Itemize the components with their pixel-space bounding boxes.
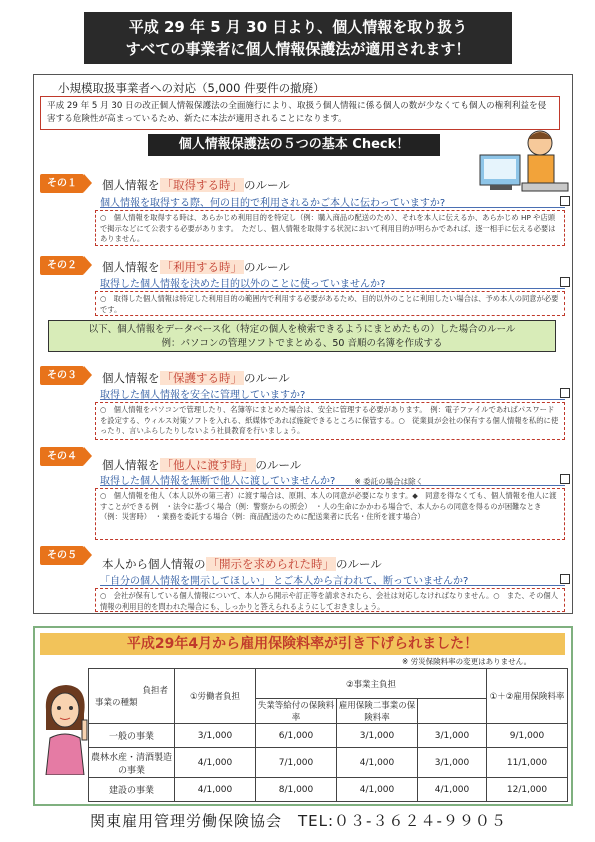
banner-line-2: すべての事業者に個人情報保護法が適用されます！ <box>125 40 471 58</box>
rule-5-detail: ○ 会社が保有している個人情報について、本人から開示や訂正等を請求されたら、会社は対応しなければなりません。○ また、その個人情報の利用目的を問われた場合にも、しっかりと答えられるようにしておきましょう。 <box>95 588 565 612</box>
rule-3-question: 取得した個人情報を安全に管理していますか? <box>100 390 306 401</box>
rule-2-title: 個人情報を 「利用する時」 のルール <box>102 260 290 274</box>
rule-5-tag: その５ <box>40 546 84 565</box>
table-row: 農林水産・清酒製造の事業 4/1,000 7/1,000 4/1,000 3/1,000 11/1,000 <box>89 748 568 778</box>
rule-4-checkbox[interactable] <box>560 474 570 484</box>
insurance-title: 平成29年4月から雇用保険料率が引き下げられました！ <box>40 633 565 655</box>
rule-1-question: 個人情報を取得する際、何の目的で利用されるかご本人に伝わっていますか? <box>100 198 446 209</box>
header-banner <box>84 12 512 64</box>
rule-4-underline <box>100 485 565 486</box>
header-employer: ②事業主負担 <box>256 669 487 699</box>
check-title: 個人情報保護法の５つの基本 Check！ <box>148 134 440 156</box>
database-rule-line-2: 例：パソコンの管理ソフトでまとめる、50 音順の名簿を作成する <box>161 338 443 349</box>
rule-4-tag: その４ <box>40 447 84 466</box>
rule-4-detail: ○ 個人情報を他人（本人以外の第三者）に渡す場合は、原則、本人の同意が必要になります。◆ 同意を得なくても、個人情報を他人に渡すことができる例 ・法令に基づく場合（例：警察からの照会） ・人の生命にかかわる場合で、本人からの同意を得るのが困難なとき（例：災害時） ・業務を委託する場合（例：商品配送のために配送業者に氏名・住所を渡す場合） <box>95 488 565 540</box>
header-unemployment: 失業等給付の保険料率 <box>256 699 337 724</box>
rule-1-tag: その１ <box>40 174 84 193</box>
section-subtitle: 小規模取扱事業者への対応（5,000 件要件の撤廃） <box>58 81 325 95</box>
table-row: 建設の事業 4/1,000 8/1,000 4/1,000 4/1,000 12/1,000 <box>89 778 568 802</box>
rule-1-checkbox[interactable] <box>560 196 570 206</box>
rule-1-title: 個人情報を 「取得する時」 のルール <box>102 178 290 192</box>
rule-4-note: ※ 委託の場合は除く <box>354 477 424 486</box>
rule-2-question: 取得した個人情報を決めた目的以外のことに使っていませんか? <box>100 279 386 290</box>
pointing-woman-illustration <box>38 680 93 775</box>
rule-2-underline <box>100 288 565 289</box>
rule-3-detail: ○ 個人情報をパソコンで管理したり、名簿等にまとめた場合は、安全に管理する必要があります。 例：電子ファイルであればパスワードを設定する、ウィルス対策ソフトを入れる、紙媒体であれば施錠できるところに保管する。○ 従業員が会社の保有する個人情報を私的に使ったり、言いふらしたりしないよう社員教育を行いましょう。 <box>95 402 565 440</box>
database-rule-box <box>48 320 556 352</box>
header-worker: ①労働者負担 <box>175 669 256 724</box>
banner-line-1: 平成 29 年 5 月 30 日より、個人情報を取り扱う <box>128 18 468 36</box>
table-row: 一般の事業 3/1,000 6/1,000 3/1,000 3/1,000 9/1,000 <box>89 724 568 748</box>
rule-5-title: 本人から個人情報の 「開示を求められた時」 のルール <box>102 557 382 571</box>
insurance-note: ※ 労災保険料率の変更はありません。 <box>402 657 532 666</box>
header-two-programs: 雇用保険二事業の保険料率 <box>337 699 418 724</box>
rule-5-question: 「自分の個人情報を開示してほしい」 とご本人から言われて、断っていませんか? <box>100 576 469 587</box>
rule-5-checkbox[interactable] <box>560 574 570 584</box>
rule-3-underline <box>100 399 565 400</box>
rule-3-title: 個人情報を 「保護する時」 のルール <box>102 371 290 385</box>
rule-4-title: 個人情報を 「他人に渡す時」 のルール <box>102 458 302 472</box>
table-corner-cell: 負担者 事業の種類 <box>89 669 175 724</box>
rule-4-question: 取得した個人情報を無断で他人に渡していませんか? ※ 委託の場合は除く <box>100 476 424 487</box>
rule-2-detail: ○ 取得した個人情報は特定した利用目的の範囲内で利用する必要があるため、目的以外のことに利用したい場合は、予め本人の同意が必要です。 <box>95 291 565 316</box>
rule-2-tag: その２ <box>40 256 84 275</box>
rule-1-underline <box>100 207 565 208</box>
database-rule-line-1: 以下、個人情報をデータベース化（特定の個人を検索できるようにまとめたもの）した場合のルール <box>88 324 516 335</box>
header-total: ①＋②雇用保険料率 <box>487 669 568 724</box>
person-at-computer-illustration <box>478 125 570 197</box>
rule-1-detail: ○ 個人情報を取得する時は、あらかじめ利用目的を特定し（例：購入商品の配送のため）、それを本人に伝えるか、あらかじめ HP や店頭で掲示などにて公表する必要があります。 ただし、個人情報を取得する状況において利用目的が明らかであれば、逐一相手に伝える必要はありません。 <box>95 210 565 246</box>
rule-5-underline <box>100 585 565 586</box>
rule-2-checkbox[interactable] <box>560 277 570 287</box>
notice-box: 平成 29 年 5 月 30 日の改正個人情報保護法の全面施行により、取扱う個人情報に係る個人の数が少なくても個人の権利利益を侵害する危険性が高まっているため、新たに本法が適用されることになります。 <box>40 96 560 130</box>
footer-contact: 関東雇用管理労働保険協会 TEL:０３-３６２４-９９０５ <box>90 812 507 830</box>
rule-3-tag: その３ <box>40 366 84 385</box>
rule-3-checkbox[interactable] <box>560 388 570 398</box>
insurance-rate-table <box>88 668 568 802</box>
